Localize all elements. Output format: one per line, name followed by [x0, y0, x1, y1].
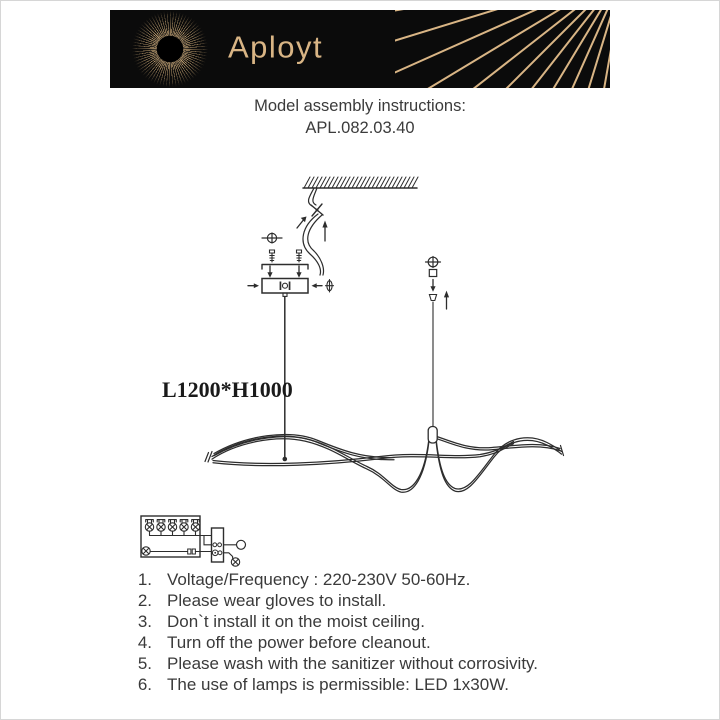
item-text: Turn off the power before cleanout. — [167, 633, 431, 652]
wiring-schematic — [141, 516, 246, 566]
dimension-label: L1200*H1000 — [162, 377, 293, 402]
item-number: 1. — [137, 570, 152, 589]
assembly-diagram — [130, 150, 600, 575]
model-number: APL.082.03.40 — [305, 119, 415, 137]
list-item — [130, 655, 610, 672]
item-number: 3. — [137, 612, 152, 631]
screw-side-icon — [326, 280, 334, 293]
wing-screw-icon — [262, 233, 282, 243]
item-text: The use of lamps is permissible: LED 1x30W. — [167, 675, 510, 694]
direction-arrows-top — [297, 217, 328, 242]
list-item — [130, 571, 610, 588]
page-title: Model assembly instructions: — [254, 97, 466, 115]
item-text: Don`t install it on the moist ceiling. — [167, 612, 425, 631]
mounting-bracket — [262, 265, 308, 278]
list-item — [130, 613, 610, 630]
list-item — [130, 634, 610, 651]
list-item — [130, 592, 610, 609]
brand-name: Aployt — [228, 29, 324, 65]
ceiling-wire — [303, 188, 323, 275]
list-item — [130, 676, 610, 693]
brand-banner — [110, 10, 610, 88]
item-number: 6. — [137, 675, 152, 694]
corner-rays-icon — [395, 10, 610, 88]
item-number: 5. — [137, 654, 152, 673]
ceiling-hatch — [304, 177, 418, 188]
item-number: 2. — [137, 591, 152, 610]
title-block — [0, 95, 720, 139]
lamp-swirl — [205, 435, 564, 493]
item-text: Please wash with the sanitizer without corrosivity. — [167, 654, 539, 673]
lamp-center-grip — [428, 427, 437, 444]
item-text: Please wear gloves to install. — [167, 591, 387, 610]
item-text: Voltage/Frequency : 220-230V 50-60Hz. — [167, 570, 471, 589]
right-hanger-hardware — [426, 257, 450, 310]
item-number: 4. — [137, 633, 152, 652]
mounting-screws-icon — [270, 250, 302, 262]
starburst-logo-icon — [131, 10, 209, 88]
canopy-plate — [262, 279, 308, 297]
instruction-list — [130, 571, 610, 697]
